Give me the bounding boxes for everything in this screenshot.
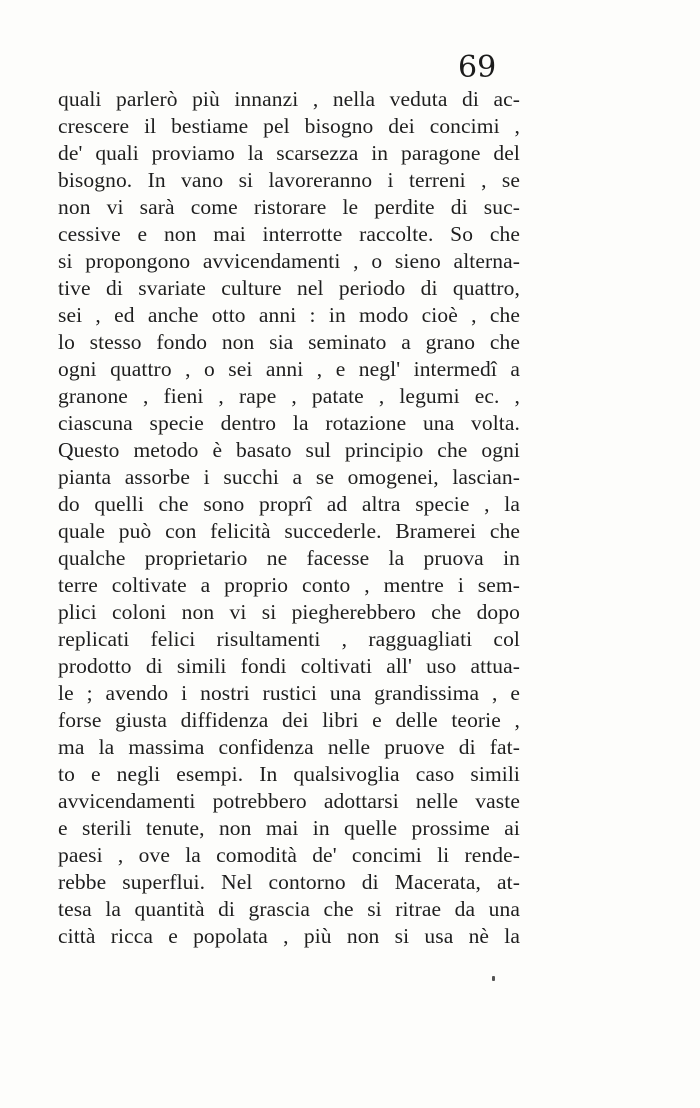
text-line: to e negli esempi. In qualsivoglia caso simili	[58, 762, 520, 786]
text-line: prodotto di simili fondi coltivati all' uso attua-	[58, 654, 520, 678]
text-line: granone , fieni , rape , patate , legumi ec. ,	[58, 384, 520, 408]
page-number: 69	[458, 50, 497, 85]
text-line: pianta assorbe i succhi a se omogenei, lascian-	[58, 465, 520, 489]
text-line: città ricca e popolata , più non si usa nè la	[58, 924, 520, 948]
text-line: le ; avendo i nostri rustici una grandissima , e	[58, 681, 520, 705]
text-line: forse giusta diffidenza dei libri e delle teorie ,	[58, 708, 520, 732]
text-line: rebbe superflui. Nel contorno di Macerata, at-	[58, 870, 520, 894]
ink-speck	[492, 976, 495, 981]
text-line: do quelli che sono proprî ad altra specie , la	[58, 492, 520, 516]
text-line: lo stesso fondo non sia seminato a grano che	[58, 330, 520, 354]
text-line: ogni quattro , o sei anni , e negl' intermedî a	[58, 357, 520, 381]
text-line: tive di svariate culture nel periodo di quattro,	[58, 276, 520, 300]
text-line: quale può con felicità succederle. Bramerei che	[58, 519, 520, 543]
text-line: si propongono avvicendamenti , o sieno alterna-	[58, 249, 520, 273]
text-line: de' quali proviamo la scarsezza in paragone del	[58, 141, 520, 165]
text-line: Questo metodo è basato sul principio che ogni	[58, 438, 520, 462]
text-line: plici coloni non vi si piegherebbero che dopo	[58, 600, 520, 624]
text-line: qualche proprietario ne facesse la pruova in	[58, 546, 520, 570]
text-line: quali parlerò più innanzi , nella veduta di ac-	[58, 87, 520, 111]
text-line: sei , ed anche otto anni : in modo cioè , che	[58, 303, 520, 327]
text-line: terre coltivate a proprio conto , mentre i sem-	[58, 573, 520, 597]
text-line: bisogno. In vano si lavoreranno i terreni , se	[58, 168, 520, 192]
text-line: e sterili tenute, non mai in quelle prossime ai	[58, 816, 520, 840]
text-line: replicati felici risultamenti , ragguagliati col	[58, 627, 520, 651]
text-line: tesa la quantità di grascia che si ritrae da una	[58, 897, 520, 921]
text-line: paesi , ove la comodità de' concimi li rende-	[58, 843, 520, 867]
text-line: cessive e non mai interrotte raccolte. So che	[58, 222, 520, 246]
text-line: crescere il bestiame pel bisogno dei concimi ,	[58, 114, 520, 138]
text-line: ciascuna specie dentro la rotazione una volta.	[58, 411, 520, 435]
body-text	[58, 86, 520, 950]
text-line: avvicendamenti potrebbero adottarsi nelle vaste	[58, 789, 520, 813]
text-line: ma la massima confidenza nelle pruove di fat-	[58, 735, 520, 759]
text-line: non vi sarà come ristorare le perdite di suc-	[58, 195, 520, 219]
